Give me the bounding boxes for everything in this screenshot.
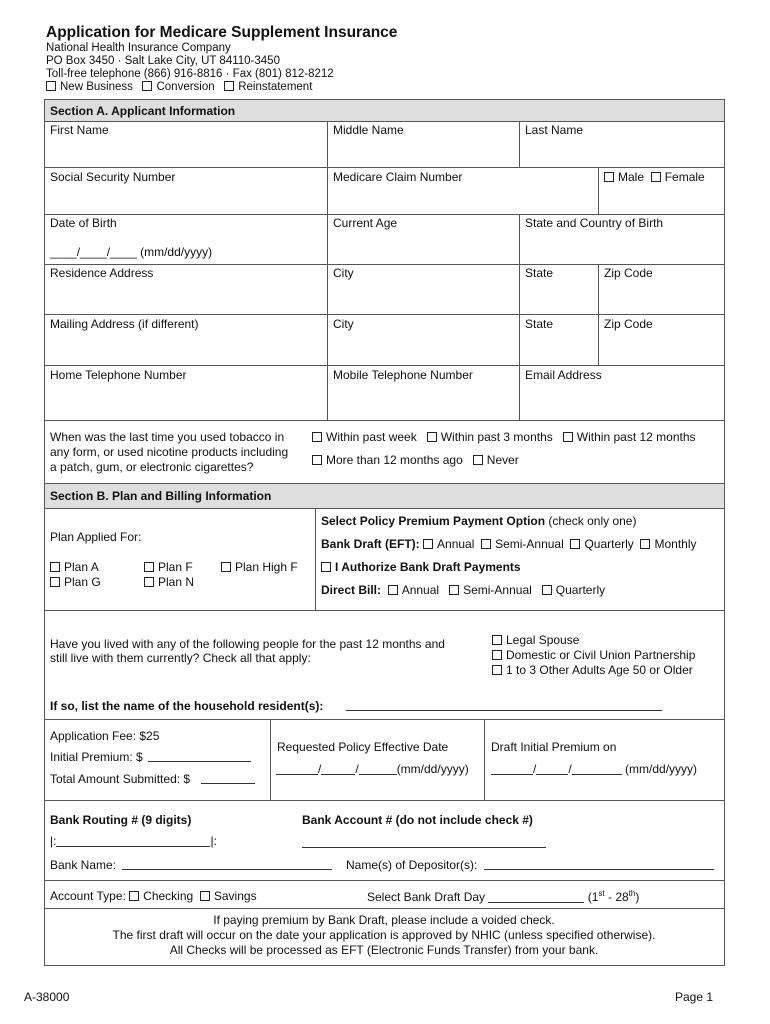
birth-state-country-label: State and Country of Birth [525, 216, 664, 230]
tobacco-past-12-months-checkbox[interactable]: Within past 12 months [563, 430, 696, 444]
mailing-city-label: City [333, 317, 354, 331]
residence-city-label: City [333, 266, 354, 280]
residence-address-label: Residence Address [50, 266, 154, 280]
draft-initial-label: Draft Initial Premium on [491, 740, 617, 754]
company-phones: Toll-free telephone (866) 916-8816 · Fax (801) 812-8212 [46, 68, 334, 80]
section-a-title: Section A. Applicant Information [50, 104, 236, 118]
direct-bill-options: Direct Bill: Annual Semi-Annual Quarterly [321, 583, 606, 597]
tobacco-options-row2 [312, 453, 519, 467]
male-checkbox[interactable]: Male [604, 170, 644, 184]
household-question: Have you lived with any of the following people for the past 12 months and still live with them currently? Check all that apply: [50, 637, 445, 665]
plan-a-checkbox[interactable]: Plan A [50, 560, 99, 574]
draft-initial-field[interactable]: / / (mm/dd/yyyy) [491, 762, 697, 776]
tobacco-never-checkbox[interactable]: Never [473, 453, 519, 467]
draft-day-field[interactable] [488, 891, 584, 903]
household-options [492, 633, 695, 678]
tobacco-past-week-checkbox[interactable]: Within past week [312, 430, 417, 444]
ssn-label: Social Security Number [50, 170, 176, 184]
current-age-label: Current Age [333, 216, 398, 230]
plan-high-f-checkbox[interactable]: Plan High F [221, 560, 298, 574]
total-submitted-label: Total Amount Submitted: $ [50, 772, 191, 786]
initial-premium-field[interactable] [148, 750, 251, 762]
depositor-field[interactable] [484, 858, 714, 870]
application-type [46, 81, 312, 94]
form-title: Application for Medicare Supplement Insurance [46, 24, 398, 41]
draft-annual-checkbox[interactable]: Annual [423, 537, 474, 551]
mobile-phone-label: Mobile Telephone Number [333, 368, 473, 382]
mailing-zip-label: Zip Code [604, 317, 653, 331]
residence-state-label: State [525, 266, 554, 280]
page-number: Page 1 [675, 990, 714, 1004]
routing-label: Bank Routing # (9 digits) [50, 813, 192, 827]
application-fee: Application Fee: $25 [50, 729, 160, 743]
total-submitted-field[interactable] [201, 772, 255, 784]
gender-options [604, 170, 705, 184]
payment-option-title: Select Policy Premium Payment Option (check only one) [321, 514, 637, 528]
form-number: A-38000 [24, 990, 70, 1004]
dob-label: Date of Birth [50, 216, 117, 230]
conversion-checkbox[interactable]: Conversion [142, 81, 214, 93]
initial-premium-label: Initial Premium: $ [50, 750, 143, 764]
other-adults-checkbox[interactable]: 1 to 3 Other Adults Age 50 or Older [492, 663, 695, 678]
plan-applied-label: Plan Applied For: [50, 530, 142, 544]
new-business-checkbox[interactable]: New Business [46, 81, 133, 93]
plan-n-checkbox[interactable]: Plan N [144, 575, 194, 589]
bank-draft-options: Bank Draft (EFT): Annual Semi-Annual Quarterly Monthly [321, 537, 697, 551]
household-list-field[interactable] [346, 699, 662, 711]
draft-day: Select Bank Draft Day (1st - 28th) [367, 889, 640, 904]
tobacco-more-than-12-months-checkbox[interactable]: More than 12 months ago [312, 453, 463, 467]
draft-quarterly-checkbox[interactable]: Quarterly [570, 537, 633, 551]
section-b-title: Section B. Plan and Billing Information [50, 489, 272, 503]
account-field[interactable] [302, 836, 546, 848]
dob-format[interactable]: ____/____/____ (mm/dd/yyyy) [50, 245, 213, 259]
bill-annual-checkbox[interactable]: Annual [388, 583, 439, 597]
female-checkbox[interactable]: Female [651, 170, 705, 184]
effective-date-label: Requested Policy Effective Date [277, 740, 449, 754]
company-address: PO Box 3450 · Salt Lake City, UT 84110-3450 [46, 55, 280, 67]
draft-monthly-checkbox[interactable]: Monthly [640, 537, 696, 551]
bill-quarterly-checkbox[interactable]: Quarterly [542, 583, 605, 597]
home-phone-label: Home Telephone Number [50, 368, 187, 382]
medicare-claim-label: Medicare Claim Number [333, 170, 463, 184]
legal-spouse-checkbox[interactable]: Legal Spouse [492, 633, 695, 648]
bank-name-field[interactable] [122, 858, 332, 870]
tobacco-question: When was the last time you used tobacco in any form, or used nicotine products including a patch, gum, or electronic cigarettes? [50, 430, 289, 474]
authorize-draft-checkbox[interactable]: I Authorize Bank Draft Payments [321, 560, 521, 574]
company-name: National Health Insurance Company [46, 42, 231, 54]
tobacco-options-row1 [312, 430, 696, 444]
household-list-label: If so, list the name of the household resident(s): [50, 699, 324, 713]
draft-notes: If paying premium by Bank Draft, please include a voided check. The first draft will occur on the date your application is approved by NHIC (unless specified otherwise). All Checks will be processed as EFT (Electronic Funds Transfer) from your bank. [112, 913, 656, 957]
first-name-label: First Name [50, 123, 109, 137]
domestic-partner-checkbox[interactable]: Domestic or Civil Union Partnership [492, 648, 695, 663]
last-name-label: Last Name [525, 123, 584, 137]
email-label: Email Address [525, 368, 602, 382]
checking-checkbox[interactable]: Checking [129, 889, 193, 903]
mailing-state-label: State [525, 317, 554, 331]
bank-name-label: Bank Name: [50, 858, 117, 872]
middle-name-label: Middle Name [333, 123, 404, 137]
draft-semi-annual-checkbox[interactable]: Semi-Annual [481, 537, 564, 551]
reinstatement-checkbox[interactable]: Reinstatement [224, 81, 312, 93]
effective-date-field[interactable]: / / (mm/dd/yyyy) [276, 762, 469, 776]
account-type: Account Type: Checking Savings [50, 889, 257, 903]
savings-checkbox[interactable]: Savings [200, 889, 257, 903]
tobacco-past-3-months-checkbox[interactable]: Within past 3 months [427, 430, 553, 444]
mailing-address-label: Mailing Address (if different) [50, 317, 199, 331]
residence-zip-label: Zip Code [604, 266, 653, 280]
plan-g-checkbox[interactable]: Plan G [50, 575, 101, 589]
depositor-label: Name(s) of Depositor(s): [346, 858, 478, 872]
account-label: Bank Account # (do not include check #) [302, 813, 533, 827]
plan-f-checkbox[interactable]: Plan F [144, 560, 193, 574]
routing-field[interactable]: |: |: [50, 834, 217, 848]
bill-semi-annual-checkbox[interactable]: Semi-Annual [449, 583, 532, 597]
